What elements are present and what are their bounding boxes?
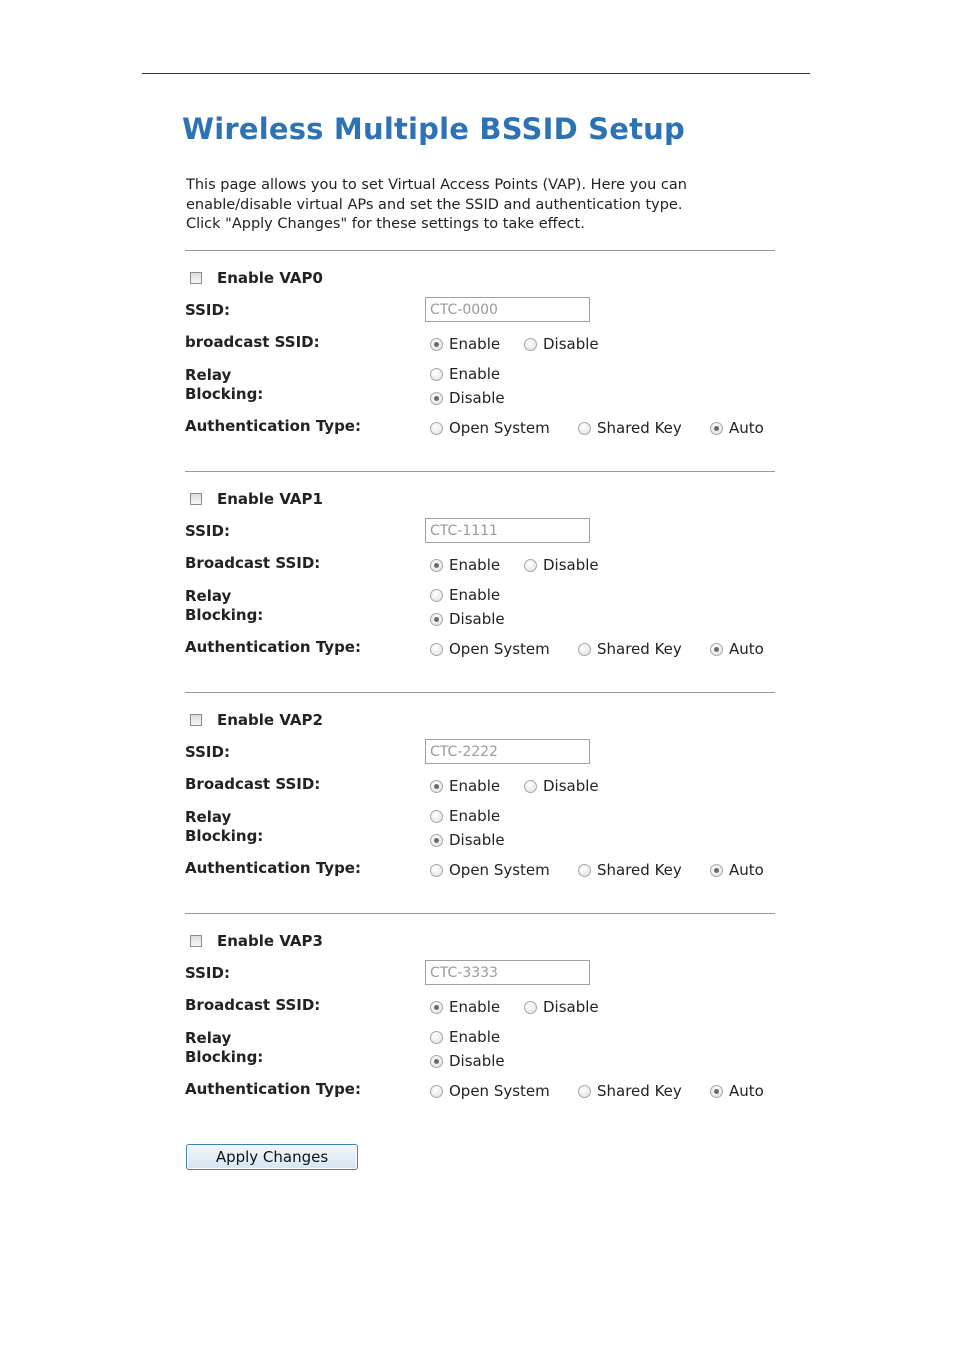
vap1-auth-open-system-radio[interactable]: Open System [430,639,550,659]
radio-unselected-icon [578,864,591,877]
description-line: Click "Apply Changes" for these settings to take effect. [186,216,585,232]
vap0-auth-auto-radio[interactable]: Auto [710,418,764,438]
vap1-ssid-input[interactable] [425,518,590,543]
enable-vap3-row[interactable] [190,931,323,951]
broadcast-ssid-label: broadcast SSID: [185,333,320,351]
vap2-auth-auto-radio[interactable]: Auto [710,860,764,880]
vap3-auth-open-system-radio[interactable]: Open System [430,1081,550,1101]
radio-unselected-icon [578,643,591,656]
relay-blocking-label: Relay Blocking: [185,366,264,403]
vap0-broadcast-enable-radio[interactable]: Enable [430,334,500,354]
radio-selected-icon [430,392,443,405]
vap2-ssid-input[interactable] [425,739,590,764]
vap-section-1 [0,489,954,689]
radio-unselected-icon [578,1085,591,1098]
radio-unselected-icon [524,559,537,572]
authentication-type-label: Authentication Type: [185,417,361,435]
broadcast-ssid-label: Broadcast SSID: [185,996,321,1014]
vap2-relay-disable-radio[interactable]: Disable [430,830,505,850]
vap1-broadcast-disable-radio[interactable]: Disable [524,555,599,575]
radio-selected-icon [710,1085,723,1098]
vap-section-2 [0,710,954,910]
radio-unselected-icon [430,810,443,823]
vap0-ssid-input[interactable] [425,297,590,322]
vap3-relay-enable-radio[interactable]: Enable [430,1027,500,1047]
vap0-auth-shared-key-radio[interactable]: Shared Key [578,418,682,438]
ssid-label: SSID: [185,964,230,982]
vap3-broadcast-disable-radio[interactable]: Disable [524,997,599,1017]
vap2-auth-shared-key-radio[interactable]: Shared Key [578,860,682,880]
radio-selected-icon [430,1001,443,1014]
vap1-auth-auto-radio[interactable]: Auto [710,639,764,659]
authentication-type-label: Authentication Type: [185,859,361,877]
radio-unselected-icon [430,1031,443,1044]
ssid-label: SSID: [185,522,230,540]
radio-selected-icon [430,780,443,793]
ssid-label: SSID: [185,743,230,761]
radio-selected-icon [710,864,723,877]
vap-section-0 [0,268,954,468]
enable-vap3-label: Enable VAP3 [217,932,323,950]
radio-selected-icon [430,559,443,572]
radio-selected-icon [430,338,443,351]
vap1-relay-disable-radio[interactable]: Disable [430,609,505,629]
enable-vap0-label: Enable VAP0 [217,269,323,287]
section-divider [185,250,775,251]
authentication-type-label: Authentication Type: [185,1080,361,1098]
broadcast-ssid-label: Broadcast SSID: [185,775,321,793]
section-divider [185,913,775,914]
radio-unselected-icon [430,864,443,877]
description-line: enable/disable virtual APs and set the SSID and authentication type. [186,196,683,213]
radio-unselected-icon [430,368,443,381]
enable-vap2-label: Enable VAP2 [217,711,323,729]
radio-selected-icon [430,834,443,847]
radio-selected-icon [710,643,723,656]
relay-blocking-label: Relay Blocking: [185,808,264,845]
enable-vap2-row[interactable] [190,710,323,730]
vap0-auth-open-system-radio[interactable]: Open System [430,418,550,438]
enable-vap1-row[interactable] [190,489,323,509]
enable-vap2-checkbox[interactable] [190,714,202,726]
enable-vap1-label: Enable VAP1 [217,490,323,508]
authentication-type-label: Authentication Type: [185,638,361,656]
enable-vap0-row[interactable] [190,268,323,288]
section-divider [185,471,775,472]
vap1-auth-shared-key-radio[interactable]: Shared Key [578,639,682,659]
radio-selected-icon [430,613,443,626]
radio-unselected-icon [524,338,537,351]
enable-vap3-checkbox[interactable] [190,935,202,947]
ssid-label: SSID: [185,301,230,319]
vap2-relay-enable-radio[interactable]: Enable [430,806,500,826]
radio-unselected-icon [430,589,443,602]
relay-blocking-label: Relay Blocking: [185,1029,264,1066]
broadcast-ssid-label: Broadcast SSID: [185,554,321,572]
vap1-broadcast-enable-radio[interactable]: Enable [430,555,500,575]
page-description [186,176,786,235]
enable-vap1-checkbox[interactable] [190,493,202,505]
radio-unselected-icon [578,422,591,435]
vap3-auth-auto-radio[interactable]: Auto [710,1081,764,1101]
description-line: This page allows you to set Virtual Access Points (VAP). Here you can [186,177,687,193]
radio-selected-icon [710,422,723,435]
relay-blocking-label: Relay Blocking: [185,587,264,624]
page-title: Wireless Multiple BSSID Setup [182,112,685,146]
vap3-ssid-input[interactable] [425,960,590,985]
apply-changes-button[interactable]: Apply Changes [186,1144,358,1170]
radio-selected-icon [430,1055,443,1068]
vap3-relay-disable-radio[interactable]: Disable [430,1051,505,1071]
vap3-broadcast-enable-radio[interactable]: Enable [430,997,500,1017]
vap0-relay-disable-radio[interactable]: Disable [430,388,505,408]
vap2-broadcast-enable-radio[interactable]: Enable [430,776,500,796]
vap0-broadcast-disable-radio[interactable]: Disable [524,334,599,354]
section-divider [185,692,775,693]
radio-unselected-icon [524,1001,537,1014]
radio-unselected-icon [430,422,443,435]
vap2-broadcast-disable-radio[interactable]: Disable [524,776,599,796]
radio-unselected-icon [524,780,537,793]
radio-unselected-icon [430,1085,443,1098]
vap3-auth-shared-key-radio[interactable]: Shared Key [578,1081,682,1101]
vap2-auth-open-system-radio[interactable]: Open System [430,860,550,880]
radio-unselected-icon [430,643,443,656]
vap0-relay-enable-radio[interactable]: Enable [430,364,500,384]
vap1-relay-enable-radio[interactable]: Enable [430,585,500,605]
enable-vap0-checkbox[interactable] [190,272,202,284]
top-rule [142,73,810,74]
vap-section-3 [0,931,954,1131]
